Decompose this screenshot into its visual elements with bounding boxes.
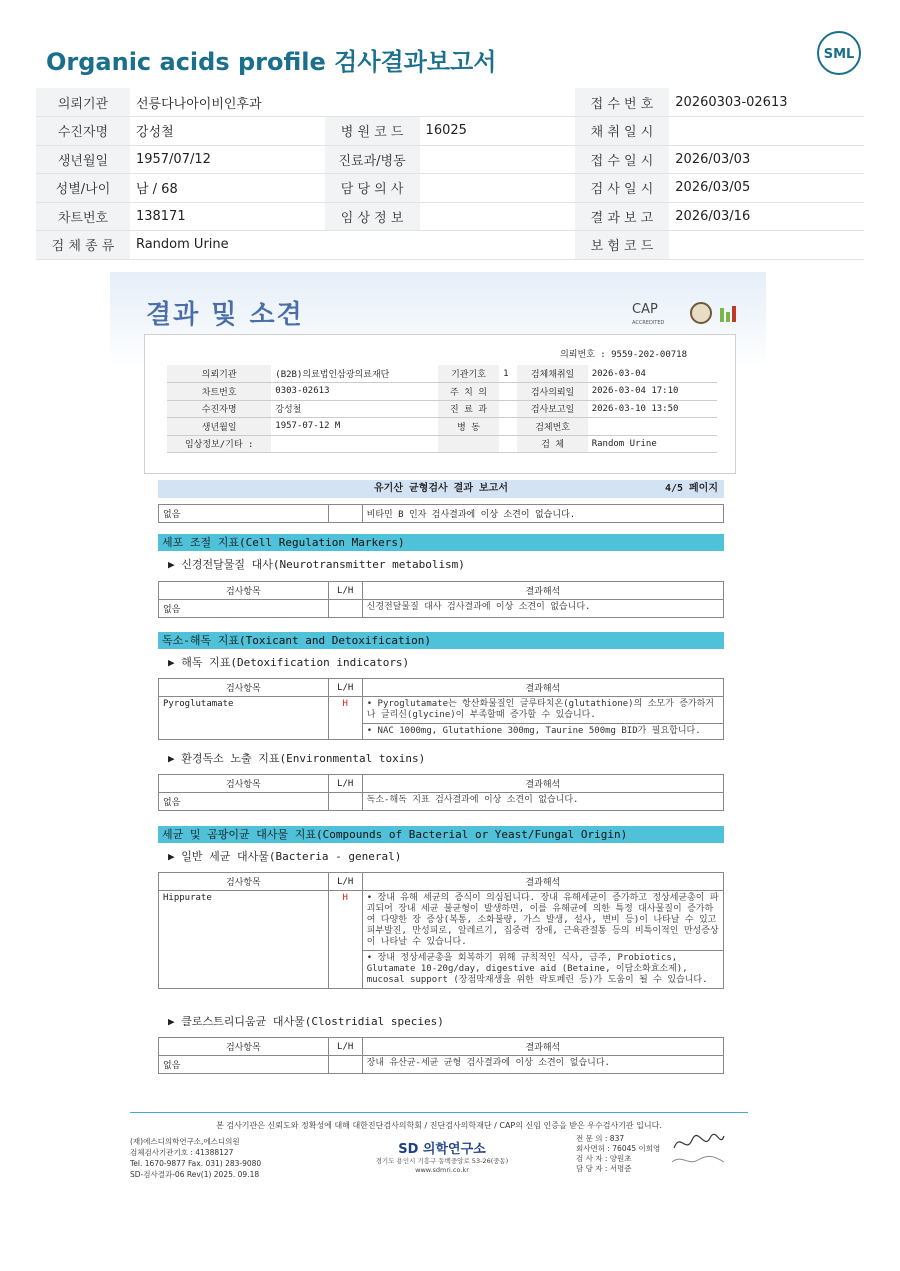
referral-info-box xyxy=(144,334,736,474)
table-bacteria-general: 검사항목 L/H 결과해석 Hippurate H • 장내 유해 세균의 증식이 의심됩니다. 장내 유해세균이 증가하고 정상세균총이 파괴되어 장내 세균 불균형이 발생하면, 이를 유해균에 의한 특정 대사물질이 증가하여 다양한 장 증상(복통, 소화불량, 가스 발생, 설사, 변비 등)이 나타날 수 있고 피부발진, 만성피로, 알레르기, 집중력 장애, 근육관절통 등의 비특이적인 만성증상이 나타날 수 있습니다. • 장내 정상세균총을 회복하기 위해 규칙적인 식사, 금주, Probiotics, Glutamate 10-20g/day, digestive aid (Betaine, 이담소화효소제), mucosal support (장점막재생을 위한 락토페린 등)가 도움이 될 수 있습니다. xyxy=(158,872,724,989)
header-value: 20260303-02613 xyxy=(669,88,864,117)
header-label: 결 과 보 고 xyxy=(575,202,670,231)
header-label: 진료과/병동 xyxy=(325,145,420,174)
info-label: 차트번호 xyxy=(167,383,271,401)
section-toxicant: 독소-해독 지표(Toxicant and Detoxification) xyxy=(158,632,724,649)
header-label: 수진자명 xyxy=(36,117,130,146)
info-label: 병 동 xyxy=(438,418,499,436)
sub-bacteria-general: ▶ 일반 세균 대사물(Bacteria - general) xyxy=(168,850,402,863)
patient-header-table xyxy=(36,88,864,260)
info-label: 의뢰기관 xyxy=(167,365,271,383)
header-label: 임 상 정 보 xyxy=(325,202,420,231)
info-value xyxy=(499,435,517,453)
header-value: 16025 xyxy=(420,117,575,146)
sml-logo xyxy=(816,30,862,76)
info-label: 검사보고일 xyxy=(517,400,587,418)
info-value xyxy=(499,383,517,401)
header-value xyxy=(669,231,864,260)
header-label: 생년월일 xyxy=(36,145,130,174)
header-label: 의뢰기관 xyxy=(36,88,130,117)
info-value xyxy=(499,400,517,418)
seal-icon xyxy=(690,302,712,324)
info-label: 진 료 과 xyxy=(438,400,499,418)
info-value: 1 xyxy=(499,365,517,383)
info-label: 주 치 의 xyxy=(438,383,499,401)
header-label: 보 험 코 드 xyxy=(575,231,670,260)
table-environmental: 검사항목 L/H 결과해석 없음 독소-해독 지표 검사결과에 이상 소견이 없습니다. xyxy=(158,774,724,811)
info-value: 2026-03-10 13:50 xyxy=(588,400,717,418)
info-label: 생년월일 xyxy=(167,418,271,436)
sub-neurotransmitter: ▶ 신경전달물질 대사(Neurotransmitter metabolism) xyxy=(168,558,465,571)
footer-sd-logo: SD 의학연구소 경기도 용인시 기흥구 동백중앙로 53-26(중동) www.sdmri.co.kr xyxy=(375,1142,509,1174)
info-row xyxy=(167,383,717,401)
info-value: Random Urine xyxy=(588,435,717,453)
li-logo-icon xyxy=(718,302,740,324)
info-value xyxy=(588,418,717,436)
header-label: 검 체 종 류 xyxy=(36,231,130,260)
table-detoxification: 검사항목 L/H 결과해석 Pyroglutamate H • Pyroglutamate는 항산화물질인 글루타치온(glutathione)의 소모가 증가하거나 글리신(glycine)이 부족할때 증가할 수 있습니다. • NAC 1000mg, Glutathione 300mg, Taurine 500mg BID가 필요합니다. xyxy=(158,678,724,740)
header-label: 성별/나이 xyxy=(36,174,130,203)
header-value: 2026/03/16 xyxy=(669,202,864,231)
header-row xyxy=(36,145,864,174)
vitamin-row: 없음 비타민 B 인자 검사결과에 이상 소견이 없습니다. xyxy=(158,504,724,523)
header-value: Random Urine xyxy=(130,231,325,260)
svg-text:SML: SML xyxy=(823,47,855,62)
info-row xyxy=(167,400,717,418)
info-value xyxy=(499,418,517,436)
header-label: 접 수 번 호 xyxy=(575,88,670,117)
flag-high: H xyxy=(328,891,362,989)
header-row xyxy=(36,117,864,146)
header-value xyxy=(420,202,575,231)
header-value xyxy=(669,117,864,146)
header-value: 138171 xyxy=(130,202,325,231)
flag-high: H xyxy=(328,697,362,740)
footer-divider xyxy=(130,1112,748,1113)
header-value xyxy=(420,145,575,174)
sub-detoxification: ▶ 해독 지표(Detoxification indicators) xyxy=(168,656,410,669)
page-number: 4/5 페이지 xyxy=(664,483,718,494)
header-row xyxy=(36,174,864,203)
info-value: 0303-02613 xyxy=(271,383,438,401)
header-value: 남 / 68 xyxy=(130,174,325,203)
header-label: 담 당 의 사 xyxy=(325,174,420,203)
info-label xyxy=(438,435,499,453)
sub-clostridial: ▶ 클로스트리디움균 대사물(Clostridial species) xyxy=(168,1015,444,1028)
table-clostridial: 검사항목 L/H 결과해석 없음 장내 유산균-세균 균형 검사결과에 이상 소견이 없습니다. xyxy=(158,1037,724,1074)
referral-info-grid xyxy=(167,365,717,453)
header-value: 선릉다나아이비인후과 xyxy=(130,88,325,117)
footer-signatories: 전 문 의 : 837 회사면허 : 76045 이희영 검 사 자 : 양원초 담 당 자 : 서명준 xyxy=(576,1134,661,1173)
info-label: 기관기호 xyxy=(438,365,499,383)
table-neurotransmitter: 검사항목 L/H 결과해석 없음 신경전달물질 대사 검사결과에 이상 소견이 없습니다. xyxy=(158,581,724,618)
header-row xyxy=(36,202,864,231)
cap-logo: CAP ACCREDITED xyxy=(632,302,665,326)
info-value: 2026-03-04 17:10 xyxy=(588,383,717,401)
section-bacterial: 세균 및 곰팡이균 대사물 지표(Compounds of Bacterial or Yeast/Fungal Origin) xyxy=(158,826,724,843)
header-value: 2026/03/05 xyxy=(669,174,864,203)
header-row xyxy=(36,231,864,260)
info-value: 2026-03-04 xyxy=(588,365,717,383)
header-value: 1957/07/12 xyxy=(130,145,325,174)
header-value xyxy=(420,231,575,260)
info-label: 검체채취일 xyxy=(517,365,587,383)
header-value xyxy=(420,174,575,203)
header-label xyxy=(325,231,420,260)
info-value: 강성철 xyxy=(271,400,438,418)
info-label: 검사의뢰일 xyxy=(517,383,587,401)
result-report xyxy=(110,272,766,1100)
info-label: 검 체 xyxy=(517,435,587,453)
header-label xyxy=(325,88,420,117)
banner-title: 결과 및 소견 xyxy=(146,300,304,330)
header-label: 병 원 코 드 xyxy=(325,117,420,146)
page-header: 유기산 균형검사 결과 보고서 4/5 페이지 xyxy=(158,480,724,498)
info-row xyxy=(167,365,717,383)
header-value: 2026/03/03 xyxy=(669,145,864,174)
table-row: Hippurate xyxy=(159,891,329,989)
signature-icon xyxy=(668,1152,728,1168)
footer-lab-info: (재)에스디의학연구소,에스디의원 검체검사기관기호 : 41388127 Tel. 1670-9877 Fax. 031) 283-9080 SD-검사결과-06 Rev(1) 2025. 09.18 xyxy=(130,1137,262,1179)
info-value xyxy=(271,435,438,453)
header-value xyxy=(420,88,575,117)
info-value: 1957-07-12 M xyxy=(271,418,438,436)
info-label: 임상정보/기타 : xyxy=(167,435,271,453)
info-value: (B2B)의료법인삼광의료재단 xyxy=(271,365,438,383)
header-row xyxy=(36,88,864,117)
sub-environmental: ▶ 환경독소 노출 지표(Environmental toxins) xyxy=(168,752,426,765)
info-row xyxy=(167,418,717,436)
header-value: 강성철 xyxy=(130,117,325,146)
header-label: 차트번호 xyxy=(36,202,130,231)
header-label: 채 취 일 시 xyxy=(575,117,670,146)
info-row xyxy=(167,435,717,453)
page-title: Organic acids profile 검사결과보고서 xyxy=(46,48,497,76)
request-number: 의뢰번호 : 9559-202-00718 xyxy=(560,350,687,360)
header-label: 접 수 일 시 xyxy=(575,145,670,174)
footer-accreditation: 본 검사기관은 신뢰도와 정확성에 대해 대한진단검사의학회 / 진단검사의학재단 / CAP의 신임 인증을 받은 우수검사기관 입니다. xyxy=(216,1121,662,1130)
section-cell-regulation: 세포 조절 지표(Cell Regulation Markers) xyxy=(158,534,724,551)
header-label: 검 사 일 시 xyxy=(575,174,670,203)
info-label: 검체번호 xyxy=(517,418,587,436)
table-row: Pyroglutamate xyxy=(159,697,329,740)
info-label: 수진자명 xyxy=(167,400,271,418)
